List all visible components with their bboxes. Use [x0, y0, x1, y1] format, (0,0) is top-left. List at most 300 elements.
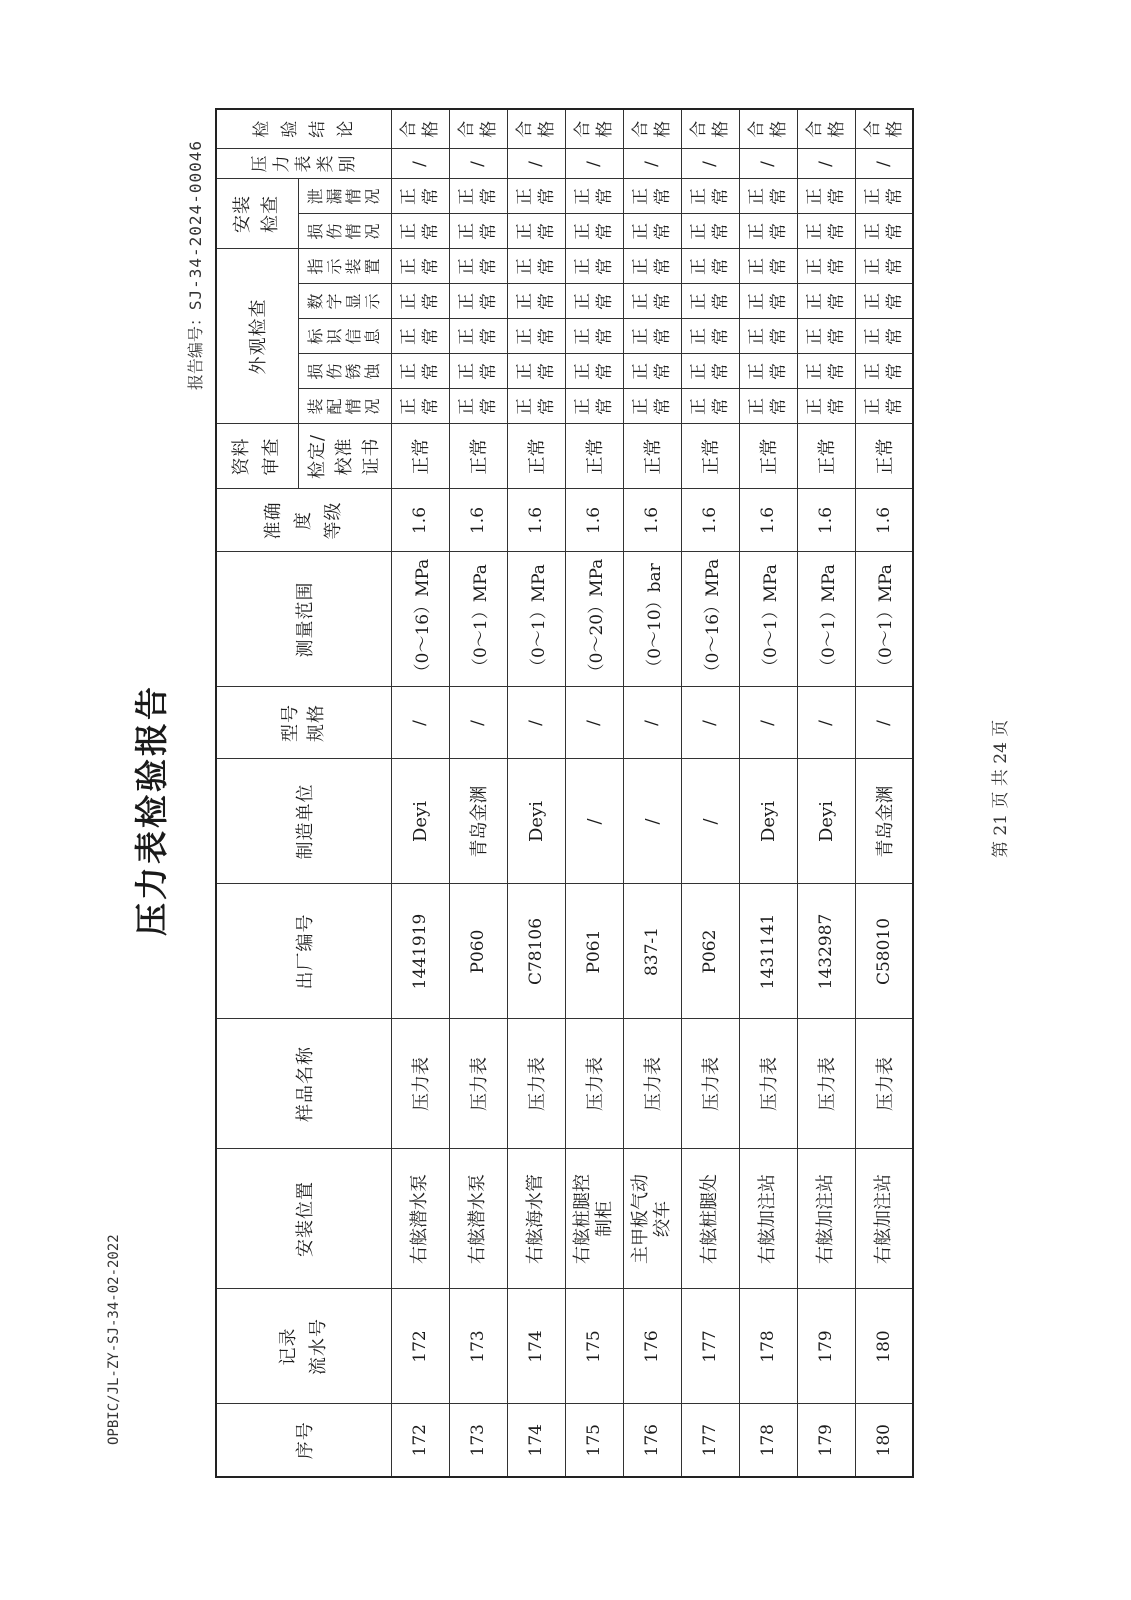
table-row — [391, 109, 449, 1477]
manufacturer-cell — [739, 759, 797, 884]
table-header — [216, 109, 391, 1477]
category-cell-text: / — [816, 161, 836, 167]
serial-no-cell — [681, 884, 739, 1019]
appearance-cell — [449, 389, 507, 424]
header-appearance-item — [298, 354, 391, 389]
header-cert-line: 校准 — [334, 437, 355, 476]
appearance-cell-text: 正常 — [747, 293, 789, 310]
location-cell-text: 右舷加注站 — [757, 1174, 778, 1264]
conclusion-cell — [565, 109, 623, 149]
seq-cell-text: 177 — [700, 1424, 720, 1457]
install-cell-text: 正常 — [805, 187, 847, 205]
header-conclusion — [216, 109, 391, 149]
location-cell — [507, 1149, 565, 1289]
seq-cell — [623, 1404, 681, 1477]
range-cell-text: （0～1）MPa — [876, 564, 897, 675]
cert-cell — [855, 424, 913, 489]
appearance-cell-text: 正常 — [689, 398, 731, 415]
appearance-cell-text: 正常 — [862, 293, 905, 310]
model-cell — [391, 687, 449, 759]
header-seq-text: 序号 — [294, 1421, 316, 1460]
appearance-cell — [623, 389, 681, 424]
header-location-text: 安装位置 — [294, 1181, 316, 1257]
cert-cell-text: 正常 — [759, 438, 780, 475]
appearance-cell — [507, 284, 565, 319]
table-row — [797, 109, 855, 1477]
header-gauge-category — [216, 149, 391, 179]
appearance-cell — [681, 319, 739, 354]
table-row — [565, 109, 623, 1477]
accuracy-cell-text: 1.6 — [873, 506, 894, 535]
model-cell-text: / — [526, 720, 546, 726]
location-cell-text: 右舷桩腿处 — [699, 1174, 720, 1264]
appearance-cell-text: 正常 — [573, 293, 615, 310]
record-no-cell — [449, 1289, 507, 1404]
serial-no-cell — [623, 884, 681, 1019]
appearance-cell-text: 正常 — [399, 257, 441, 275]
appearance-cell — [681, 389, 739, 424]
header-row-top — [216, 109, 298, 1477]
appearance-cell-text: 正常 — [747, 398, 789, 415]
category-cell — [681, 149, 739, 179]
appearance-cell — [681, 354, 739, 389]
conclusion-cell-text: 合格 — [747, 120, 789, 138]
seq-cell-text: 179 — [816, 1424, 836, 1457]
appearance-cell — [623, 284, 681, 319]
model-cell — [739, 687, 797, 759]
conclusion-cell-text: 合格 — [457, 120, 499, 138]
seq-cell — [391, 1404, 449, 1477]
seq-cell — [681, 1404, 739, 1477]
cert-cell — [449, 424, 507, 489]
appearance-cell-text: 正常 — [515, 328, 557, 345]
appearance-cell-text: 正常 — [747, 363, 789, 380]
seq-cell-text: 178 — [758, 1424, 778, 1457]
manufacturer-cell-text: / — [583, 818, 605, 825]
install-cell — [855, 214, 913, 249]
model-cell-text: / — [873, 720, 894, 726]
range-cell-text: （0～10）bar — [644, 563, 665, 676]
range-cell — [739, 552, 797, 687]
sample-name-cell — [507, 1019, 565, 1149]
cert-cell — [565, 424, 623, 489]
serial-no-cell — [507, 884, 565, 1019]
record-no-cell — [391, 1289, 449, 1404]
appearance-cell — [623, 249, 681, 284]
install-cell-text: 正常 — [573, 222, 615, 240]
header-install-item — [298, 179, 391, 214]
manufacturer-cell-text: 青岛金渊 — [874, 785, 896, 858]
accuracy-cell-text: 1.6 — [468, 506, 488, 535]
table-row — [681, 109, 739, 1477]
record-no-cell-text: 173 — [468, 1330, 488, 1363]
model-cell — [681, 687, 739, 759]
model-cell-text: / — [816, 720, 836, 726]
manufacturer-cell — [507, 759, 565, 884]
appearance-cell — [565, 354, 623, 389]
inspection-table — [215, 108, 914, 1478]
table-row — [623, 109, 681, 1477]
serial-no-cell-text: 1431141 — [758, 913, 778, 990]
appearance-cell-text: 正常 — [805, 293, 847, 310]
cert-cell — [391, 424, 449, 489]
appearance-cell-text: 正常 — [515, 398, 557, 415]
location-cell-text: 右舷加注站 — [815, 1174, 836, 1264]
appearance-cell-text: 正常 — [573, 363, 615, 380]
model-cell — [855, 687, 913, 759]
accuracy-cell-text: 1.6 — [816, 506, 836, 535]
manufacturer-cell — [449, 759, 507, 884]
header-install-item-text: 泄漏情况 — [306, 188, 382, 205]
appearance-cell — [797, 389, 855, 424]
location-cell — [623, 1149, 681, 1289]
header-appearance-item-text: 装配情况 — [306, 398, 382, 415]
category-cell-text: / — [873, 161, 894, 167]
accuracy-cell — [623, 489, 681, 552]
install-cell-text: 正常 — [862, 187, 905, 205]
accuracy-cell — [739, 489, 797, 552]
serial-no-cell-text: P062 — [700, 929, 720, 974]
appearance-cell — [855, 319, 913, 354]
appearance-cell-text: 正常 — [631, 398, 673, 415]
header-serial-no — [216, 884, 391, 1019]
serial-no-cell — [855, 884, 913, 1019]
install-cell — [739, 214, 797, 249]
appearance-cell-text: 正常 — [689, 328, 731, 345]
appearance-cell — [855, 354, 913, 389]
accuracy-cell — [391, 489, 449, 552]
sample-name-cell-text: 压力表 — [527, 1057, 548, 1111]
report-title: 压力表检验报告 — [132, 684, 171, 936]
manufacturer-cell-text: / — [699, 818, 721, 825]
appearance-cell — [623, 354, 681, 389]
conclusion-cell — [507, 109, 565, 149]
category-cell — [391, 149, 449, 179]
appearance-cell — [391, 284, 449, 319]
install-cell-text: 正常 — [457, 187, 499, 205]
manufacturer-cell — [391, 759, 449, 884]
sample-name-cell — [855, 1019, 913, 1149]
cert-cell — [681, 424, 739, 489]
category-cell-text: / — [584, 161, 604, 167]
accuracy-cell — [449, 489, 507, 552]
install-cell — [391, 179, 449, 214]
header-cert-line: 检定/ — [307, 433, 328, 480]
conclusion-cell — [739, 109, 797, 149]
accuracy-cell-text: 1.6 — [584, 506, 604, 535]
conclusion-cell-text: 合格 — [515, 120, 557, 138]
sample-name-cell — [449, 1019, 507, 1149]
category-cell — [623, 149, 681, 179]
sample-name-cell — [565, 1019, 623, 1149]
appearance-cell-text: 正常 — [457, 328, 499, 345]
seq-cell-text: 172 — [410, 1424, 430, 1457]
appearance-cell — [391, 249, 449, 284]
header-conclusion-text: 检验结论 — [251, 120, 356, 138]
header-appearance-item — [298, 249, 391, 284]
category-cell — [739, 149, 797, 179]
manufacturer-cell-text: 青岛金渊 — [469, 785, 490, 858]
header-model-line: 规格 — [305, 704, 327, 742]
install-cell — [565, 179, 623, 214]
model-cell-text: / — [410, 720, 430, 726]
sample-name-cell-text: 压力表 — [874, 1057, 896, 1111]
conclusion-cell-text: 合格 — [862, 120, 905, 138]
conclusion-cell — [681, 109, 739, 149]
range-cell-text: （0～1）MPa — [818, 564, 839, 675]
appearance-cell — [565, 284, 623, 319]
location-cell-text: 右舷加注站 — [872, 1174, 894, 1264]
appearance-cell-text: 正常 — [689, 293, 731, 310]
location-cell-text: 右舷海水管 — [525, 1174, 546, 1264]
header-install-item — [298, 214, 391, 249]
report-number-label: 报告编号： — [186, 310, 205, 391]
category-cell — [565, 149, 623, 179]
appearance-cell — [507, 249, 565, 284]
header-range — [216, 552, 391, 687]
install-cell-text: 正常 — [457, 222, 499, 240]
category-cell-text: / — [700, 161, 720, 167]
header-doc-review-line: 资料 — [231, 437, 253, 476]
cert-cell-text: 正常 — [701, 438, 722, 475]
appearance-cell — [681, 284, 739, 319]
install-cell-text: 正常 — [805, 222, 847, 240]
conclusion-cell-text: 合格 — [399, 120, 441, 138]
install-cell-text: 正常 — [689, 187, 731, 205]
range-cell — [623, 552, 681, 687]
appearance-cell-text: 正常 — [862, 257, 905, 275]
conclusion-cell-text: 合格 — [805, 120, 847, 138]
cert-cell-text: 正常 — [874, 438, 896, 475]
header-gauge-category-text: 压力表类别 — [249, 155, 358, 173]
sample-name-cell-text: 压力表 — [701, 1057, 722, 1111]
location-cell — [739, 1149, 797, 1289]
sample-name-cell — [623, 1019, 681, 1149]
install-cell-text: 正常 — [515, 222, 557, 240]
location-cell — [855, 1149, 913, 1289]
header-cert-line: 证书 — [361, 437, 382, 476]
cert-cell — [797, 424, 855, 489]
location-cell-text: 主甲板气动绞车 — [630, 1174, 673, 1265]
header-range-text: 测量范围 — [294, 581, 316, 658]
location-cell — [391, 1149, 449, 1289]
header-install-line: 检查 — [260, 194, 282, 233]
accuracy-cell-text: 1.6 — [410, 506, 430, 535]
model-cell-text: / — [758, 720, 778, 726]
header-appearance-item-text: 指示装置 — [306, 258, 382, 275]
header-record-no-line: 记录 — [277, 1327, 299, 1366]
record-no-cell-text: 172 — [410, 1330, 430, 1363]
header-seq — [216, 1404, 391, 1477]
appearance-cell — [739, 249, 797, 284]
appearance-cell — [449, 354, 507, 389]
cert-cell-text: 正常 — [469, 438, 490, 475]
category-cell-text: / — [642, 161, 662, 167]
sample-name-cell-text: 压力表 — [585, 1057, 606, 1111]
sample-name-cell — [391, 1019, 449, 1149]
model-cell — [449, 687, 507, 759]
install-cell — [391, 214, 449, 249]
manufacturer-cell-text: / — [641, 818, 663, 825]
record-no-cell-text: 179 — [816, 1330, 836, 1363]
header-accuracy — [216, 489, 391, 552]
accuracy-cell — [565, 489, 623, 552]
appearance-cell-text: 正常 — [399, 363, 441, 380]
appearance-cell-text: 正常 — [515, 257, 557, 275]
range-cell — [855, 552, 913, 687]
appearance-cell-text: 正常 — [515, 363, 557, 380]
record-no-cell-text: 177 — [700, 1330, 720, 1363]
appearance-cell — [855, 389, 913, 424]
range-cell-text: （0～20）MPa — [586, 558, 607, 681]
appearance-cell-text: 正常 — [631, 257, 673, 275]
conclusion-cell-text: 合格 — [689, 120, 731, 138]
sample-name-cell-text: 压力表 — [643, 1057, 664, 1111]
install-cell — [681, 179, 739, 214]
appearance-cell-text: 正常 — [399, 398, 441, 415]
appearance-cell — [391, 319, 449, 354]
sample-name-cell — [739, 1019, 797, 1149]
install-cell — [507, 179, 565, 214]
conclusion-cell-text: 合格 — [631, 120, 673, 138]
manufacturer-cell-text: Deyi — [757, 801, 779, 843]
header-record-no-line: 流水号 — [307, 1318, 329, 1375]
appearance-cell — [507, 354, 565, 389]
accuracy-cell-text: 1.6 — [526, 506, 546, 535]
header-sample-name — [216, 1019, 391, 1149]
sample-name-cell-text: 压力表 — [411, 1057, 432, 1111]
header-appearance-item-text: 损伤锈蚀 — [306, 363, 382, 380]
appearance-cell — [623, 319, 681, 354]
cert-cell-text: 正常 — [585, 438, 606, 475]
sample-name-cell-text: 压力表 — [817, 1057, 838, 1111]
install-cell-text: 正常 — [747, 187, 789, 205]
seq-cell-text: 175 — [584, 1424, 604, 1457]
model-cell — [623, 687, 681, 759]
record-no-cell — [681, 1289, 739, 1404]
category-cell-text: / — [758, 161, 778, 167]
install-cell — [681, 214, 739, 249]
header-accuracy-line: 等级 — [322, 501, 344, 540]
category-cell — [797, 149, 855, 179]
serial-no-cell-text: 1432987 — [816, 913, 836, 990]
location-cell-text: 右舷潜水泵 — [467, 1174, 488, 1264]
model-cell — [507, 687, 565, 759]
header-doc-review-line: 审查 — [261, 437, 283, 476]
model-cell-text: / — [642, 720, 662, 726]
record-no-cell-text: 175 — [584, 1330, 604, 1363]
range-cell — [449, 552, 507, 687]
header-appearance-item — [298, 319, 391, 354]
appearance-cell-text: 正常 — [457, 293, 499, 310]
manufacturer-cell — [565, 759, 623, 884]
manufacturer-cell — [681, 759, 739, 884]
location-cell-text: 右舷桩腿控制柜 — [572, 1174, 615, 1265]
appearance-cell-text: 正常 — [573, 328, 615, 345]
range-cell-text: （0～1）MPa — [528, 564, 549, 675]
header-appearance-item-text: 数字显示 — [306, 293, 382, 310]
manufacturer-cell-text: Deyi — [409, 801, 431, 843]
range-cell — [565, 552, 623, 687]
accuracy-cell — [855, 489, 913, 552]
header-sample-name-text: 样品名称 — [294, 1046, 316, 1122]
appearance-cell — [797, 354, 855, 389]
table-row — [855, 109, 913, 1477]
install-cell — [623, 179, 681, 214]
record-no-cell — [855, 1289, 913, 1404]
record-no-cell-text: 180 — [873, 1330, 894, 1363]
model-cell-text: / — [700, 720, 720, 726]
conclusion-cell — [449, 109, 507, 149]
cert-cell-text: 正常 — [643, 438, 664, 475]
appearance-cell-text: 正常 — [747, 257, 789, 275]
manufacturer-cell — [623, 759, 681, 884]
seq-cell-text: 173 — [468, 1424, 488, 1457]
conclusion-cell — [855, 109, 913, 149]
install-cell-text: 正常 — [631, 187, 673, 205]
install-cell — [739, 179, 797, 214]
range-cell-text: （0～16）MPa — [702, 558, 723, 681]
page-footer: 第 21 页 共 24 页 — [991, 719, 1011, 858]
category-cell-text: / — [410, 161, 430, 167]
appearance-cell — [391, 354, 449, 389]
appearance-cell-text: 正常 — [573, 398, 615, 415]
appearance-cell-text: 正常 — [862, 363, 905, 380]
install-cell — [507, 214, 565, 249]
appearance-cell-text: 正常 — [805, 328, 847, 345]
appearance-cell-text: 正常 — [689, 363, 731, 380]
record-no-cell-text: 178 — [758, 1330, 778, 1363]
location-cell — [797, 1149, 855, 1289]
header-install — [216, 179, 298, 249]
appearance-cell-text: 正常 — [631, 363, 673, 380]
report-number-value: SJ-34-2024-00046 — [186, 140, 205, 311]
appearance-cell — [565, 249, 623, 284]
accuracy-cell — [507, 489, 565, 552]
seq-cell — [797, 1404, 855, 1477]
seq-cell-text: 180 — [873, 1424, 894, 1457]
form-code: OPBIC/JL-ZY-SJ-34-02-2022 — [106, 1234, 122, 1445]
location-cell — [449, 1149, 507, 1289]
sample-name-cell — [797, 1019, 855, 1149]
header-appearance-item — [298, 389, 391, 424]
appearance-cell-text: 正常 — [805, 257, 847, 275]
install-cell — [855, 179, 913, 214]
appearance-cell — [565, 389, 623, 424]
serial-no-cell-text: C58010 — [873, 917, 894, 986]
seq-cell — [855, 1404, 913, 1477]
install-cell — [449, 179, 507, 214]
header-appearance — [216, 249, 298, 424]
cert-cell — [507, 424, 565, 489]
appearance-cell-text: 正常 — [747, 328, 789, 345]
record-no-cell — [739, 1289, 797, 1404]
install-cell-text: 正常 — [399, 222, 441, 240]
category-cell — [507, 149, 565, 179]
appearance-cell-text: 正常 — [689, 257, 731, 275]
header-model-line: 型号 — [279, 704, 301, 742]
appearance-cell — [391, 389, 449, 424]
range-cell — [681, 552, 739, 687]
header-manufacturer — [216, 759, 391, 884]
appearance-cell-text: 正常 — [573, 257, 615, 275]
serial-no-cell — [449, 884, 507, 1019]
range-cell — [797, 552, 855, 687]
category-cell-text: / — [526, 161, 546, 167]
header-install-line: 安装 — [232, 194, 254, 233]
appearance-cell-text: 正常 — [631, 328, 673, 345]
header-serial-no-text: 出厂编号 — [294, 913, 316, 990]
